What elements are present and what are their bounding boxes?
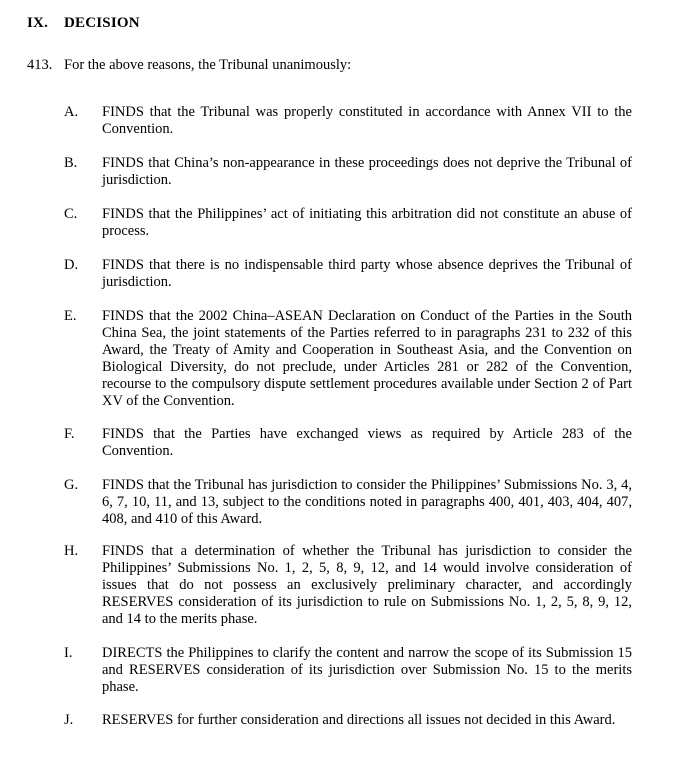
item-text: FINDS that the 2002 China–ASEAN Declaration on Conduct of the Parties in the South China Sea, the joint statements of the Parties referred to in paragraphs 231 to 232 of this Award, the Treaty of Amity and Cooperation in Southeast Asia, and the Convention on Biological Diversity, do not preclude, under Articles 281 or 282 of the Convention, recourse to the compulsory dispute settlement procedures available under Section 2 of Part XV of the Convention.: [102, 308, 632, 409]
item-text: FINDS that the Parties have exchanged views as required by Article 283 of the Convention.: [102, 426, 632, 459]
item-text: FINDS that a determination of whether the Tribunal has jurisdiction to consider the Philippines’ Submissions No. 1, 2, 5, 8, 9, 12, and 14 would involve consideration of issues that do not possess an exclusively preliminary character, and accordingly RESERVES consideration of its jurisdiction to rule on Submissions No. 1, 2, 5, 8, 9, 12, and 14 to the merits phase.: [102, 543, 632, 627]
decision-item-b: [64, 155, 632, 189]
paragraph-intro: [27, 57, 351, 74]
item-text: DIRECTS the Philippines to clarify the content and narrow the scope of its Submission 15 and RESERVES consideration of its jurisdiction over Submission No. 15 to the merits phase.: [102, 645, 632, 695]
item-letter: C.: [64, 206, 78, 222]
item-letter: G.: [64, 477, 79, 493]
section-heading: [27, 15, 140, 32]
decision-item-d: [64, 257, 632, 291]
decision-item-f: [64, 426, 632, 460]
item-text: FINDS that there is no indispensable third party whose absence deprives the Tribunal of jurisdiction.: [102, 257, 632, 290]
item-letter: H.: [64, 543, 79, 559]
decision-item-a: [64, 104, 632, 138]
paragraph-number: 413.: [27, 57, 53, 73]
item-text: RESERVES for further consideration and directions all issues not decided in this Award.: [102, 712, 616, 728]
item-text: FINDS that the Tribunal has jurisdiction to consider the Philippines’ Submissions No. 3, 4, 6, 7, 10, 11, and 13, subject to the conditions noted in paragraphs 400, 401, 403, 404, 407, 408, and 410 of this Award.: [102, 477, 632, 527]
decision-item-h: [64, 543, 632, 628]
item-letter: J.: [64, 712, 74, 728]
item-text: FINDS that the Tribunal was properly constituted in accordance with Annex VII to the Convention.: [102, 104, 632, 137]
decision-item-j: [64, 712, 632, 729]
decision-item-c: [64, 206, 632, 240]
item-letter: I.: [64, 645, 73, 661]
item-text: FINDS that the Philippines’ act of initiating this arbitration did not constitute an abuse of process.: [102, 206, 632, 239]
item-letter: B.: [64, 155, 78, 171]
decision-item-e: [64, 308, 632, 410]
item-letter: F.: [64, 426, 75, 442]
section-title: DECISION: [64, 15, 140, 31]
item-letter: D.: [64, 257, 79, 273]
decision-item-i: [64, 645, 632, 696]
decision-item-g: [64, 477, 632, 528]
item-letter: E.: [64, 308, 77, 324]
paragraph-text: For the above reasons, the Tribunal unanimously:: [64, 57, 352, 73]
item-text: FINDS that China’s non-appearance in these proceedings does not deprive the Tribunal of jurisdiction.: [102, 155, 632, 188]
item-letter: A.: [64, 104, 79, 120]
section-number: IX.: [27, 15, 49, 31]
